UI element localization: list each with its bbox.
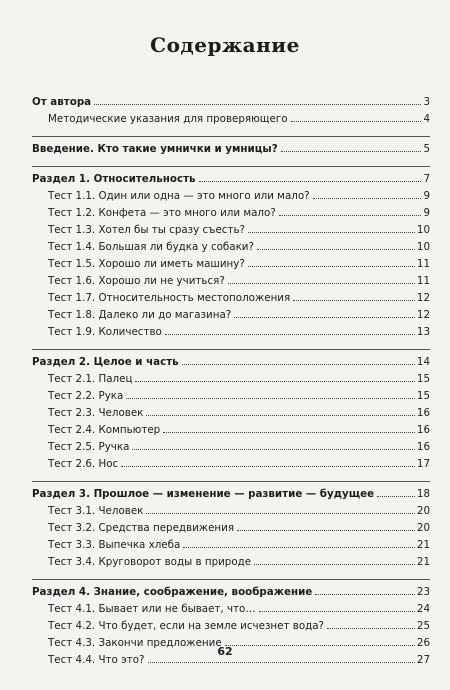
- dot-leader: [327, 627, 415, 629]
- toc-entry-page: 21: [416, 556, 430, 568]
- dot-leader: [182, 363, 415, 365]
- toc-entry-label: Тест 4.4. Что это?: [48, 654, 145, 666]
- dot-leader: [248, 265, 415, 267]
- toc-entry: [32, 505, 430, 522]
- dot-leader: [259, 610, 415, 612]
- toc-entry-page: 10: [416, 241, 430, 253]
- toc-entry-page: 16: [416, 407, 430, 419]
- toc-entry-label: Тест 2.4. Компьютер: [48, 424, 161, 436]
- toc-entry-label: Тест 1.9. Количество: [48, 326, 162, 338]
- toc-entry-label: Тест 1.7. Относительность местоположения: [48, 292, 291, 304]
- dot-leader: [257, 248, 415, 250]
- toc-entry: [32, 113, 430, 130]
- toc-entry-label: Тест 1.6. Хорошо ли не учиться?: [48, 275, 225, 287]
- dot-leader: [254, 563, 415, 565]
- dot-leader: [94, 103, 421, 105]
- toc-entry-page: 15: [416, 390, 430, 402]
- toc-entry: [32, 373, 430, 390]
- toc-section-entry: [32, 173, 430, 190]
- toc-section-entry: [32, 586, 430, 603]
- toc-entry-label: Раздел 2. Целое и часть: [32, 356, 179, 368]
- dot-leader: [228, 282, 415, 284]
- dot-leader: [146, 414, 415, 416]
- toc-entry-page: 12: [416, 292, 430, 304]
- toc-entry-page: 27: [416, 654, 430, 666]
- toc-entry-page: 20: [416, 522, 430, 534]
- toc-entry: [32, 390, 430, 407]
- toc-entry-page: 9: [423, 190, 430, 202]
- toc-entry: [32, 424, 430, 441]
- toc-entry-page: 3: [423, 96, 430, 108]
- toc-entry-label: Тест 2.3. Человек: [48, 407, 144, 419]
- toc-entry-page: 5: [423, 143, 430, 155]
- toc-entry: [32, 190, 430, 207]
- dot-leader: [146, 512, 415, 514]
- table-of-contents: [32, 96, 430, 671]
- toc-entry: [32, 309, 430, 326]
- toc-entry-page: 10: [416, 224, 430, 236]
- dot-leader: [248, 231, 415, 233]
- toc-entry-page: 17: [416, 458, 430, 470]
- toc-entry-label: Методические указания для проверяющего: [48, 113, 288, 125]
- toc-entry-label: Тест 3.3. Выпечка хлеба: [48, 539, 181, 551]
- dot-leader: [377, 495, 415, 497]
- toc-section-entry: [32, 356, 430, 373]
- dot-leader: [121, 465, 415, 467]
- dot-leader: [293, 299, 415, 301]
- toc-entry-page: 11: [416, 258, 430, 270]
- toc-entry-page: 25: [416, 620, 430, 632]
- page-title: Содержание: [150, 33, 300, 57]
- toc-entry: [32, 539, 430, 556]
- dot-leader: [183, 546, 415, 548]
- toc-entry-page: 7: [423, 173, 430, 185]
- dot-leader: [148, 661, 415, 663]
- toc-entry-label: Тест 3.4. Круговорот воды в природе: [48, 556, 252, 568]
- toc-entry-page: 26: [416, 637, 430, 649]
- toc-entry-label: Введение. Кто такие умнички и умницы?: [32, 143, 278, 155]
- toc-entry-page: 14: [416, 356, 430, 368]
- page-number: 62: [217, 645, 233, 658]
- dot-leader: [237, 529, 415, 531]
- toc-entry-label: Раздел 1. Относительность: [32, 173, 196, 185]
- toc-entry: [32, 556, 430, 573]
- toc-entry-page: 11: [416, 275, 430, 287]
- toc-entry-label: Тест 2.5. Ручка: [48, 441, 130, 453]
- dot-leader: [163, 431, 415, 433]
- toc-entry-label: Тест 3.2. Средства передвижения: [48, 522, 235, 534]
- toc-section-entry: [32, 143, 430, 160]
- toc-entry-page: 18: [416, 488, 430, 500]
- toc-entry: [32, 241, 430, 258]
- toc-entry-label: Тест 2.2. Рука: [48, 390, 124, 402]
- toc-entry-label: Тест 2.6. Нос: [48, 458, 119, 470]
- dot-leader: [313, 197, 422, 199]
- toc-entry: [32, 326, 430, 343]
- toc-entry-page: 4: [423, 113, 430, 125]
- toc-entry-label: Тест 2.1. Палец: [48, 373, 133, 385]
- toc-entry: [32, 258, 430, 275]
- toc-entry: [32, 407, 430, 424]
- dot-leader: [291, 120, 422, 122]
- toc-entry: [32, 224, 430, 241]
- dot-leader: [234, 316, 415, 318]
- toc-entry-page: 9: [423, 207, 430, 219]
- toc-entry: [32, 275, 430, 292]
- toc-entry-label: Тест 1.3. Хотел бы ты сразу съесть?: [48, 224, 245, 236]
- dot-leader: [281, 150, 422, 152]
- dot-leader: [165, 333, 415, 335]
- toc-entry-label: Тест 1.2. Конфета — это много или мало?: [48, 207, 276, 219]
- dot-leader: [199, 180, 422, 182]
- toc-entry: [32, 620, 430, 637]
- toc-entry-page: 23: [416, 586, 430, 598]
- toc-entry-page: 21: [416, 539, 430, 551]
- dot-leader: [132, 448, 414, 450]
- toc-entry-page: 15: [416, 373, 430, 385]
- toc-entry-page: 20: [416, 505, 430, 517]
- toc-entry-label: Тест 4.1. Бывает или не бывает, что…: [48, 603, 256, 615]
- toc-entry-page: 16: [416, 441, 430, 453]
- dot-leader: [315, 593, 415, 595]
- toc-entry-label: Тест 4.2. Что будет, если на земле исчезнет вода?: [48, 620, 325, 632]
- toc-entry-label: Тест 4.3. Закончи предложение: [48, 637, 222, 649]
- toc-section-entry: [32, 488, 430, 505]
- toc-entry-page: 12: [416, 309, 430, 321]
- toc-entry-label: От автора: [32, 96, 92, 108]
- toc-entry-label: Раздел 4. Знание, соображение, воображение: [32, 586, 313, 598]
- toc-entry-label: Раздел 3. Прошлое — изменение — развитие — будущее: [32, 488, 375, 500]
- toc-entry: [32, 458, 430, 475]
- dot-leader: [126, 397, 415, 399]
- toc-entry-label: Тест 1.8. Далеко ли до магазина?: [48, 309, 232, 321]
- toc-entry: [32, 522, 430, 539]
- toc-entry: [32, 441, 430, 458]
- toc-entry-page: 24: [416, 603, 430, 615]
- toc-entry-label: Тест 1.1. Один или одна — это много или мало?: [48, 190, 310, 202]
- toc-entry: [32, 207, 430, 224]
- dot-leader: [279, 214, 422, 216]
- toc-entry-label: Тест 1.4. Большая ли будка у собаки?: [48, 241, 254, 253]
- toc-entry-page: 13: [416, 326, 430, 338]
- toc-entry-page: 16: [416, 424, 430, 436]
- toc-section-entry: [32, 96, 430, 113]
- toc-entry: [32, 292, 430, 309]
- dot-leader: [135, 380, 414, 382]
- toc-entry-label: Тест 3.1. Человек: [48, 505, 144, 517]
- toc-entry-label: Тест 1.5. Хорошо ли иметь машину?: [48, 258, 245, 270]
- toc-entry: [32, 603, 430, 620]
